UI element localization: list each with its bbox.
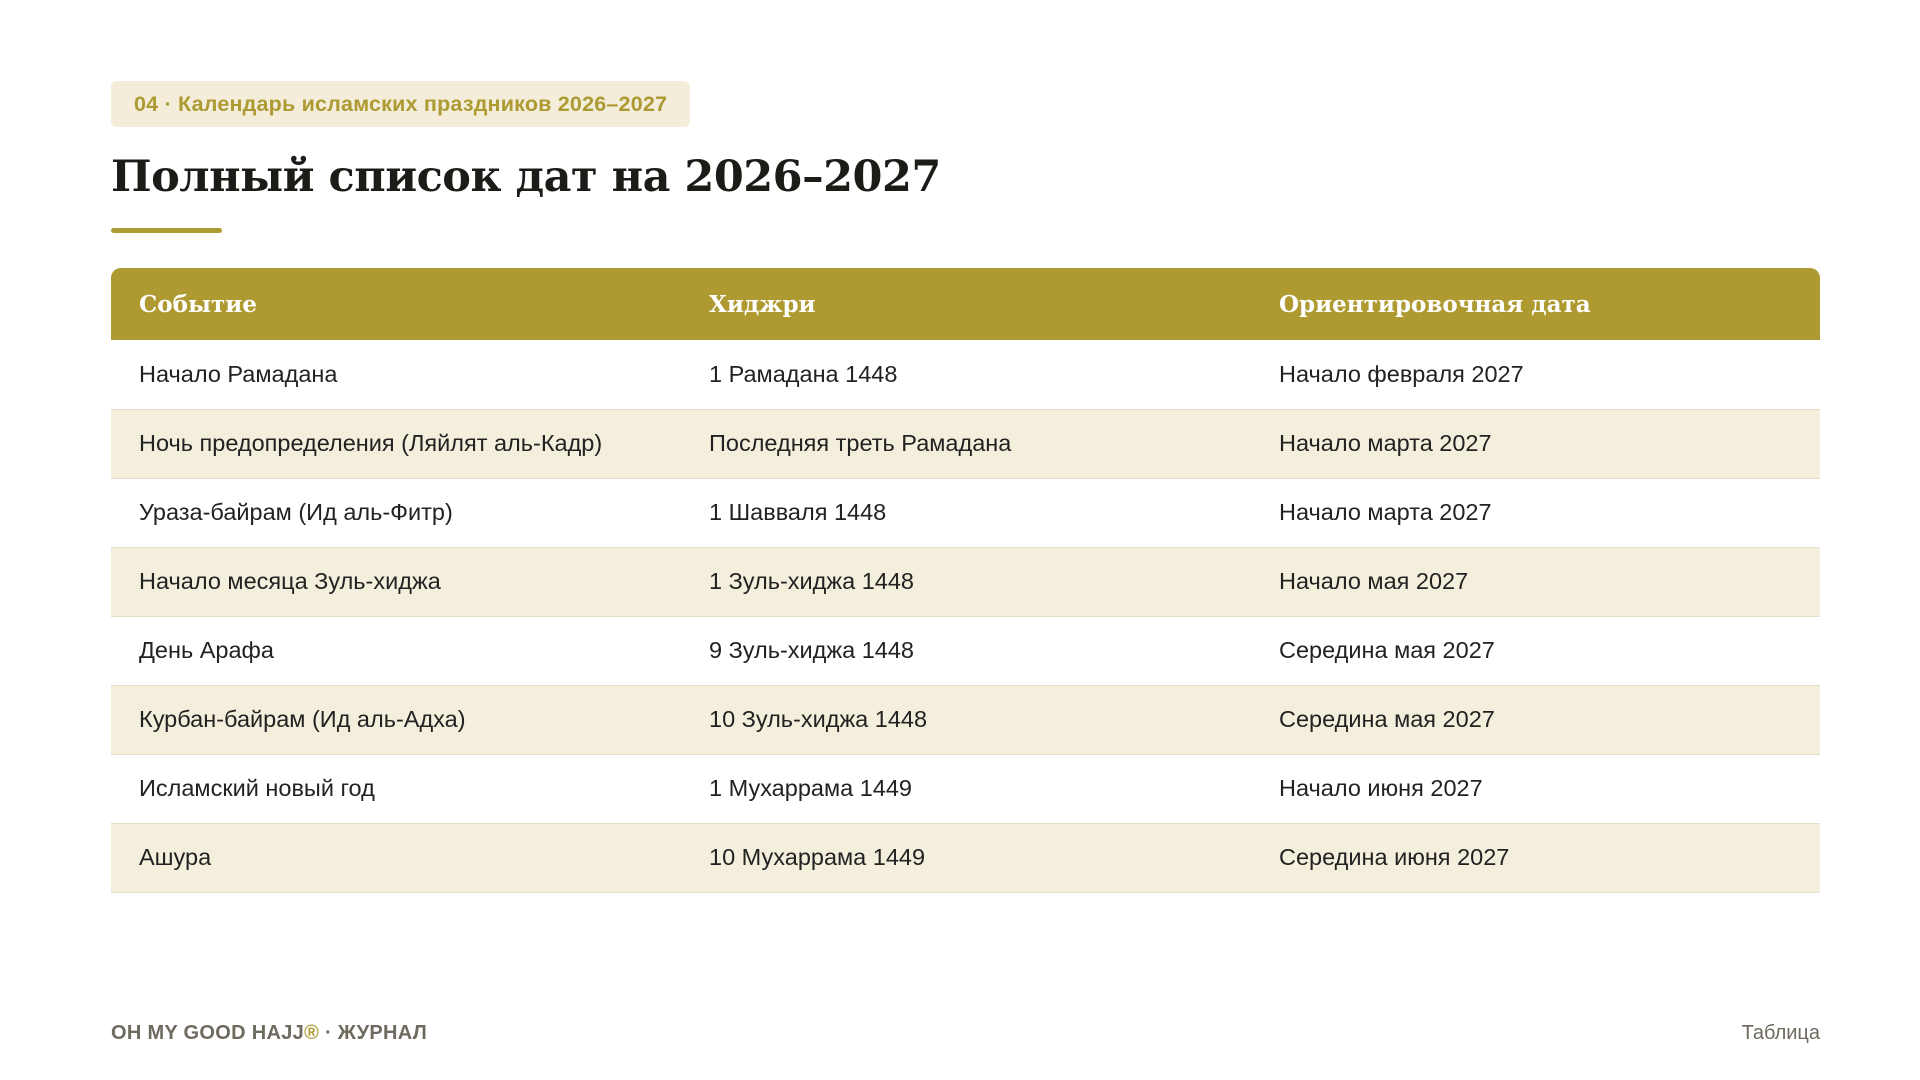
footer-brand [111, 1022, 427, 1045]
column-header-hijri: Хиджри [709, 290, 816, 318]
cell-date: Начало февраля 2027 [1251, 340, 1820, 409]
cell-hijri: 1 Мухаррама 1449 [681, 754, 1251, 823]
cell-event: Курбан-байрам (Ид аль-Адха) [111, 685, 681, 754]
cell-date: Середина мая 2027 [1251, 685, 1820, 754]
cell-hijri: 1 Шавваля 1448 [681, 478, 1251, 547]
table-row [111, 409, 1820, 478]
table-header [111, 268, 1820, 340]
cell-date: Начало мая 2027 [1251, 547, 1820, 616]
section-eyebrow: 04 · Календарь исламских праздников 2026–2027 [111, 81, 690, 127]
table-row [111, 478, 1820, 547]
cell-date: Начало марта 2027 [1251, 478, 1820, 547]
cell-date: Начало июня 2027 [1251, 754, 1820, 823]
cell-event: Исламский новый год [111, 754, 681, 823]
brand-name: OH MY GOOD HAJJ [111, 1022, 305, 1044]
table-body [111, 340, 1820, 892]
cell-date: Середина мая 2027 [1251, 616, 1820, 685]
table-row [111, 547, 1820, 616]
cell-date: Середина июня 2027 [1251, 823, 1820, 892]
title-underline [111, 228, 222, 233]
cell-hijri: Последняя треть Рамадана [681, 409, 1251, 478]
table-row [111, 754, 1820, 823]
cell-event: Ашура [111, 823, 681, 892]
cell-date: Начало марта 2027 [1251, 409, 1820, 478]
holidays-table [111, 268, 1820, 893]
cell-event: Ураза-байрам (Ид аль-Фитр) [111, 478, 681, 547]
column-header-date: Ориентировочная дата [1279, 290, 1591, 318]
table-row [111, 685, 1820, 754]
registered-mark: ® [304, 1022, 320, 1044]
cell-hijri: 9 Зуль-хиджа 1448 [681, 616, 1251, 685]
column-header-event: Событие [139, 290, 257, 318]
footer-section: · ЖУРНАЛ [319, 1022, 428, 1044]
cell-event: Начало месяца Зуль-хиджа [111, 547, 681, 616]
cell-hijri: 1 Зуль-хиджа 1448 [681, 547, 1251, 616]
cell-event: Ночь предопределения (Ляйлят аль-Кадр) [111, 409, 681, 478]
cell-hijri: 10 Зуль-хиджа 1448 [681, 685, 1251, 754]
page-title: Полный список дат на 2026–2027 [111, 152, 941, 202]
table-header-row [111, 268, 1820, 340]
table-row [111, 616, 1820, 685]
footer-page-type: Таблица [1741, 1022, 1820, 1044]
cell-hijri: 10 Мухаррама 1449 [681, 823, 1251, 892]
cell-event: Начало Рамадана [111, 340, 681, 409]
cell-event: День Арафа [111, 616, 681, 685]
table-row [111, 823, 1820, 892]
cell-hijri: 1 Рамадана 1448 [681, 340, 1251, 409]
table-row [111, 340, 1820, 409]
